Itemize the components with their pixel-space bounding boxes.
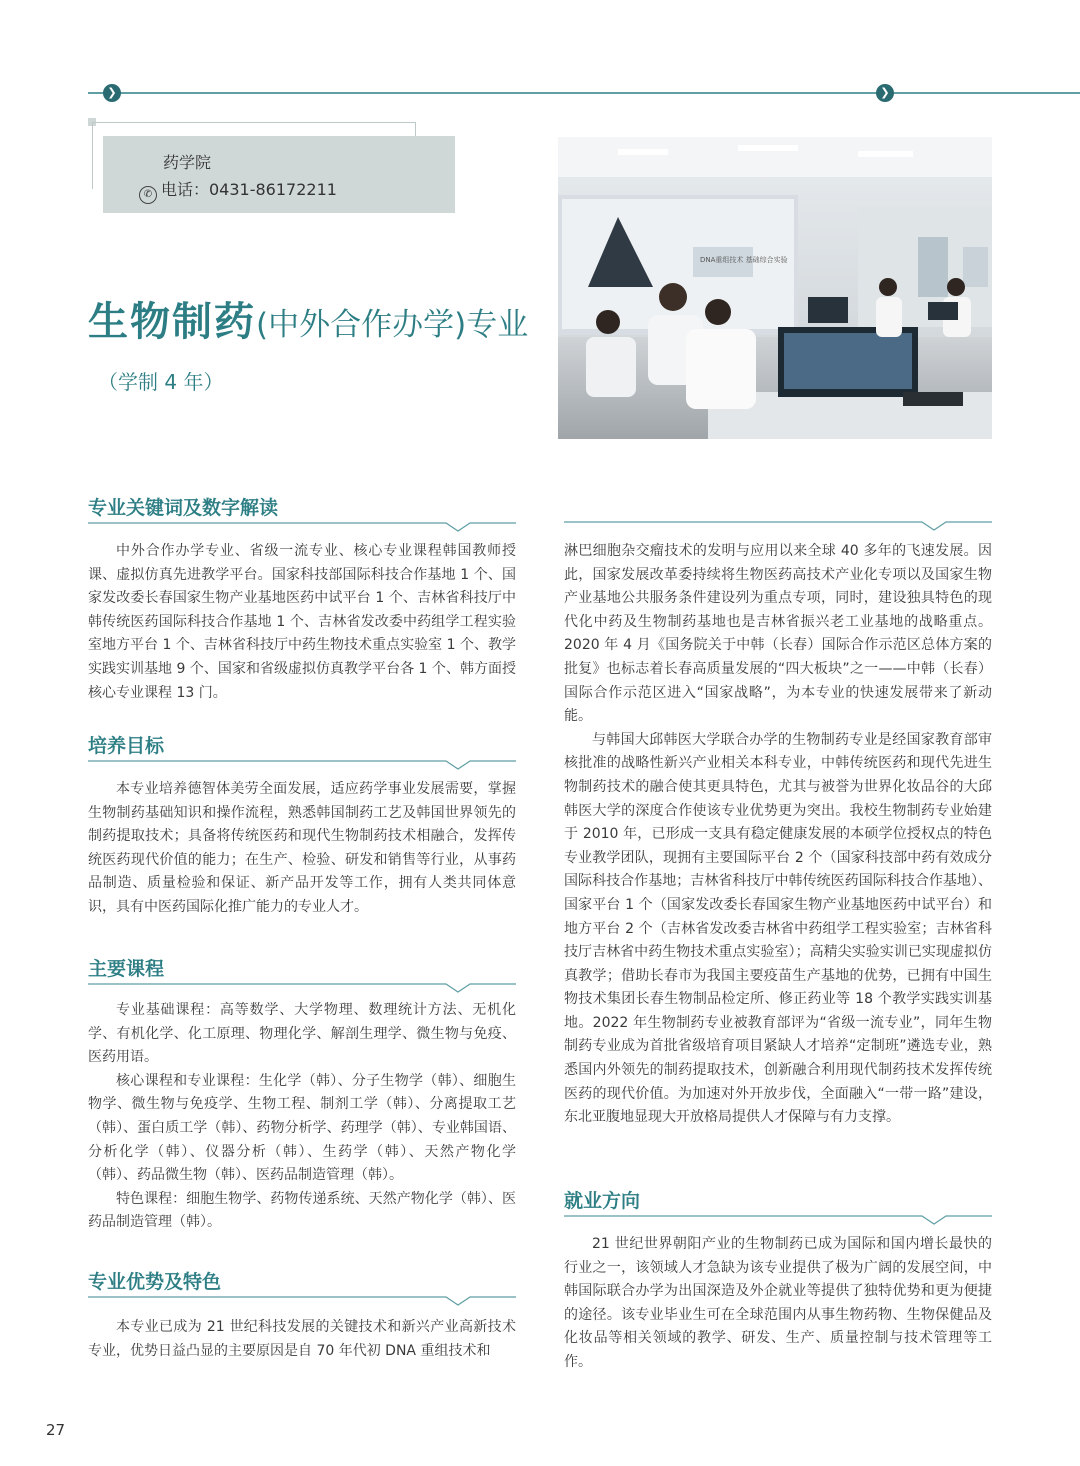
section-rule xyxy=(564,1212,992,1226)
paragraph: 核心课程和专业课程：生化学（韩）、分子生物学（韩）、细胞生物学、微生物与免疫学、生物工程、制剂工学（韩）、分离提取工艺（韩）、蛋白质工学（韩）、药物分析学、药理学（韩）、专业韩国语、分析化学（韩）、仪器分析（韩）、生药学（韩）、天然产物化学（韩）、药品微生物（韩）、医药品制造管理（韩）。 xyxy=(88,1072,516,1184)
section-heading-careers: 就业方向 xyxy=(564,1190,641,1212)
program-duration: （学制 4 年） xyxy=(98,370,224,394)
phone-icon: ✆ xyxy=(139,186,157,204)
paragraph: 中外合作办学专业、省级一流专业、核心专业课程韩国教师授课、虚拟仿真先进教学平台。国家科技部国际科技合作基地 1 个、国家发改委长春国家生物产业基地医药中试平台 1 个、吉林省科技厅中韩传统医药国际科技合作基地 1 个、吉林省发改委中药组学工程实验室地方平台 1 个、吉林省科技厅中药生物技术重点实验室 1 个、教学实践实训基地 9 个、国家和省级虚拟仿真教学平台各 1 个、韩方面授核心专业课程 13 门。 xyxy=(88,543,516,701)
paragraph: 21 世纪世界朝阳产业的生物制药已成为国际和国内增长最快的行业之一，该领域人才急缺为该专业提供了极为广阔的发展空间，中韩国际联合办学为出国深造及外企就业等提供了独特优势和更为便捷的途径。该专业毕业生可在全球范围内从事生物药物、生物保健品及化妆品等相关领域的教学、研发、生产、质量控制与技术管理等工作。 xyxy=(564,1236,992,1370)
college-name: 药学院 xyxy=(163,153,212,172)
section-rule xyxy=(88,757,516,771)
paragraph: 专业基础课程：高等数学、大学物理、数理统计方法、无机化学、有机化学、化工原理、物理化学、解剖生理学、微生物与免疫、医药用语。 xyxy=(88,1002,516,1066)
keywords-text xyxy=(88,540,516,705)
paragraph: 淋巴细胞杂交瘤技术的发明与应用以来全球 40 多年的飞速发展。因此，国家发展改革委持续将生物医药高技术产业化专项以及国家生物产业基地公共服务条件建设列为重点专项，同时，建设独具特色的现代化中药及生物制药基地也是吉林省振兴老工业基地的战略重点。2020 年 4 月《国务院关于中韩（长春）国际合作示范区总体方案的批复》也标志着长春高质量发展的“四大板块”之一——中韩（长春）国际合作示范区进入“国家战略”，为本专业的快速发展带来了新动能。 xyxy=(564,543,992,725)
section-heading-keywords: 专业关键词及数字解读 xyxy=(88,497,279,519)
section-rule xyxy=(88,519,516,533)
section-heading-advantages: 专业优势及特色 xyxy=(88,1271,222,1293)
paragraph: 本专业培养德智体美劳全面发展，适应药学事业发展需要，掌握生物制药基础知识和操作流程，熟悉韩国制药工艺及韩国世界领先的制药提取技术；具备将传统医药和现代生物制药技术相融合，发挥传统医药现代价值的能力；在生产、检验、研发和销售等行业，从事药品制造、质量检验和保证、新产品开发等工作，拥有人类共同体意识，具有中医药国际化推广能力的专业人才。 xyxy=(88,781,516,915)
section-heading-goals: 培养目标 xyxy=(88,735,165,757)
title-main: 生物制药 xyxy=(88,299,256,345)
contact-box xyxy=(103,136,455,213)
section-rule xyxy=(88,980,516,994)
paragraph: 本专业已成为 21 世纪科技发展的关键技术和新兴产业高新技术专业，优势日益凸显的主要原因是自 70 年代初 DNA 重组技术和 xyxy=(88,1319,516,1359)
advantages-text-continued xyxy=(564,540,992,1130)
paragraph: 与韩国大邱韩医大学联合办学的生物制药专业是经国家教育部审核批准的战略性新兴产业相关本科专业，中韩传统医药和现代先进生物制药技术的融合使其更具特色，尤其与被誉为世界化妆品谷的大邱韩医大学的深度合作使该专业优势更为突出。我校生物制药专业始建于 2010 年，已形成一支具有稳定健康发展的本硕学位授权点的特色专业教学团队，现拥有主要国际平台 2 个（国家科技部中药有效成分国际科技合作基地；吉林省科技厅中韩传统医药国际科技合作基地）、国家平台 1 个（国家发改委长春国家生物产业基地医药中试平台）和地方平台 2 个（吉林省发改委吉林省中药组学工程实验室；吉林省科技厅吉林省中药生物技术重点实验室）；高精尖实验实训已实现虚拟仿真教学；借助长春市为我国主要疫苗生产基地的优势，已拥有中国生物技术集团长春生物制品检定所、修正药业等 18 个教学实践实训基地。2022 年生物制药专业被教育部评为“省级一流专业”，同年生物制药专业成为首批省级培育项目紧缺人才培养“定制班”遴选专业，熟悉国内外领先的制药提取技术，创新融合利用现代制药技术发挥传统医药的现代价值。为加速对外开放步伐，全面融入“一带一路”建设，东北亚腹地显现大开放格局提供人才保障与有力支撑。 xyxy=(564,731,992,1126)
section-rule xyxy=(564,518,992,532)
top-rule xyxy=(88,92,1080,94)
page-title xyxy=(88,290,528,347)
page-number: 27 xyxy=(46,1421,66,1439)
phone-line xyxy=(139,177,337,204)
careers-text xyxy=(564,1233,992,1375)
goals-text xyxy=(88,778,516,920)
paragraph: 特色课程：细胞生物学、药物传递系统、天然产物化学（韩）、医药品制造管理（韩）。 xyxy=(88,1190,516,1231)
screen-text: DNA重组技术 基础综合实验 xyxy=(700,256,788,264)
advantages-text xyxy=(88,1316,516,1363)
courses-text xyxy=(88,999,516,1235)
classroom-photo xyxy=(558,137,992,439)
phone-number: 电话：0431-86172211 xyxy=(161,180,337,199)
title-sub: (中外合作办学)专业 xyxy=(256,307,529,343)
arrow-right-icon: ❯ xyxy=(876,84,894,102)
section-rule xyxy=(88,1293,516,1307)
arrow-right-icon: ❯ xyxy=(103,84,121,102)
section-heading-courses: 主要课程 xyxy=(88,958,165,980)
classroom-photo-graphic xyxy=(558,137,992,439)
